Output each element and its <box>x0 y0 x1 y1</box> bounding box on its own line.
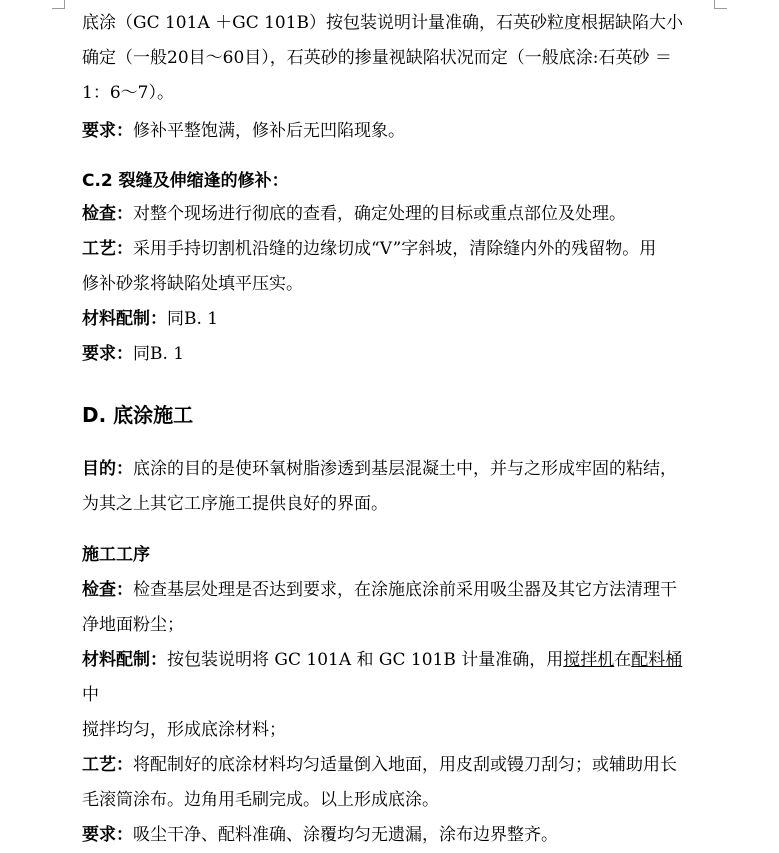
d-material-paragraph <box>82 643 696 713</box>
section-c2-heading: C.2 裂缝及伸缩逢的修补： <box>82 171 289 191</box>
d-material-label: 材料配制： <box>82 650 167 670</box>
d-material-text-pre: 按包装说明将 GC 101A 和 GC 101B 计量准确，用 <box>167 650 564 670</box>
requirement-paragraph <box>82 114 696 149</box>
d-requirement-label: 要求： <box>82 825 133 845</box>
requirement-label: 要求： <box>82 121 133 141</box>
d-check-text-2: 净地面粉尘； <box>82 615 184 635</box>
mixer-link[interactable]: 搅拌机 <box>563 650 615 670</box>
c2-material-text: 同B. 1 <box>167 309 219 329</box>
c2-check-text: 对整个现场进行彻底的查看，确定处理的目标或重点部位及处理。 <box>133 204 626 224</box>
d-purpose-text-2: 为其之上其它工序施工提供良好的界面。 <box>82 494 388 514</box>
d-purpose-label: 目的： <box>82 459 133 479</box>
document-body <box>82 6 696 853</box>
c2-check-label: 检查： <box>82 204 133 224</box>
d-check-label: 检查： <box>82 580 133 600</box>
d-material-text-post: 中 <box>82 685 99 705</box>
c2-craft-paragraph <box>82 232 696 267</box>
c2-check-paragraph <box>82 197 696 232</box>
mixing-bucket-link[interactable]: 配料桶 <box>631 650 683 670</box>
d-requirement-text: 吸尘干净、配料准确、涂覆均匀无遗漏，涂布边界整齐。 <box>133 825 558 845</box>
page-corner-mark-right <box>714 0 727 9</box>
c2-material-paragraph <box>82 302 696 337</box>
d-check-paragraph <box>82 573 696 608</box>
d-requirement-paragraph <box>82 818 696 853</box>
d-material-text-2: 搅拌均匀，形成底涂材料； <box>82 720 286 740</box>
c2-requirement-paragraph <box>82 337 696 372</box>
c2-material-label: 材料配制： <box>82 309 167 329</box>
d-craft-text-1: 将配制好的底涂材料均匀适量倒入地面，用皮刮或镘刀刮匀；或辅助用长 <box>133 755 677 775</box>
d-craft-paragraph <box>82 748 696 783</box>
intro-line-2: 确定（一般20目～60目），石英砂的掺量视缺陷状况而定（一般底涂:石英砂 ＝ <box>82 48 672 68</box>
d-material-text-mid: 在 <box>614 650 632 670</box>
procedure-heading: 施工工序 <box>82 545 150 565</box>
c2-requirement-text: 同B. 1 <box>133 344 185 364</box>
c2-craft-label: 工艺： <box>82 239 133 259</box>
intro-line-1: 底涂（GC 101A ＋GC 101B）按包装说明计量准确，石英砂粒度根据缺陷大小 <box>82 13 684 33</box>
d-craft-text-2: 毛滚筒涂布。边角用毛刷完成。以上形成底涂。 <box>82 790 439 810</box>
c2-craft-text-2: 修补砂浆将缺陷处填平压实。 <box>82 274 303 294</box>
d-craft-label: 工艺： <box>82 755 133 775</box>
requirement-text: 修补平整饱满，修补后无凹陷现象。 <box>133 121 405 141</box>
page-corner-mark-left <box>52 0 65 9</box>
section-d-heading: D. 底涂施工 <box>82 403 194 427</box>
c2-craft-text-1: 采用手持切割机沿缝的边缘切成“V”字斜坡，清除缝内外的残留物。用 <box>133 239 657 259</box>
d-check-text-1: 检查基层处理是否达到要求，在涂施底涂前采用吸尘器及其它方法清理干 <box>133 580 677 600</box>
intro-line-3: 1：6～7）。 <box>82 83 174 103</box>
d-purpose-paragraph <box>82 452 696 487</box>
d-purpose-text-1: 底涂的目的是使环氧树脂渗透到基层混凝土中，并与之形成牢固的粘结， <box>133 459 677 479</box>
c2-requirement-label: 要求： <box>82 344 133 364</box>
